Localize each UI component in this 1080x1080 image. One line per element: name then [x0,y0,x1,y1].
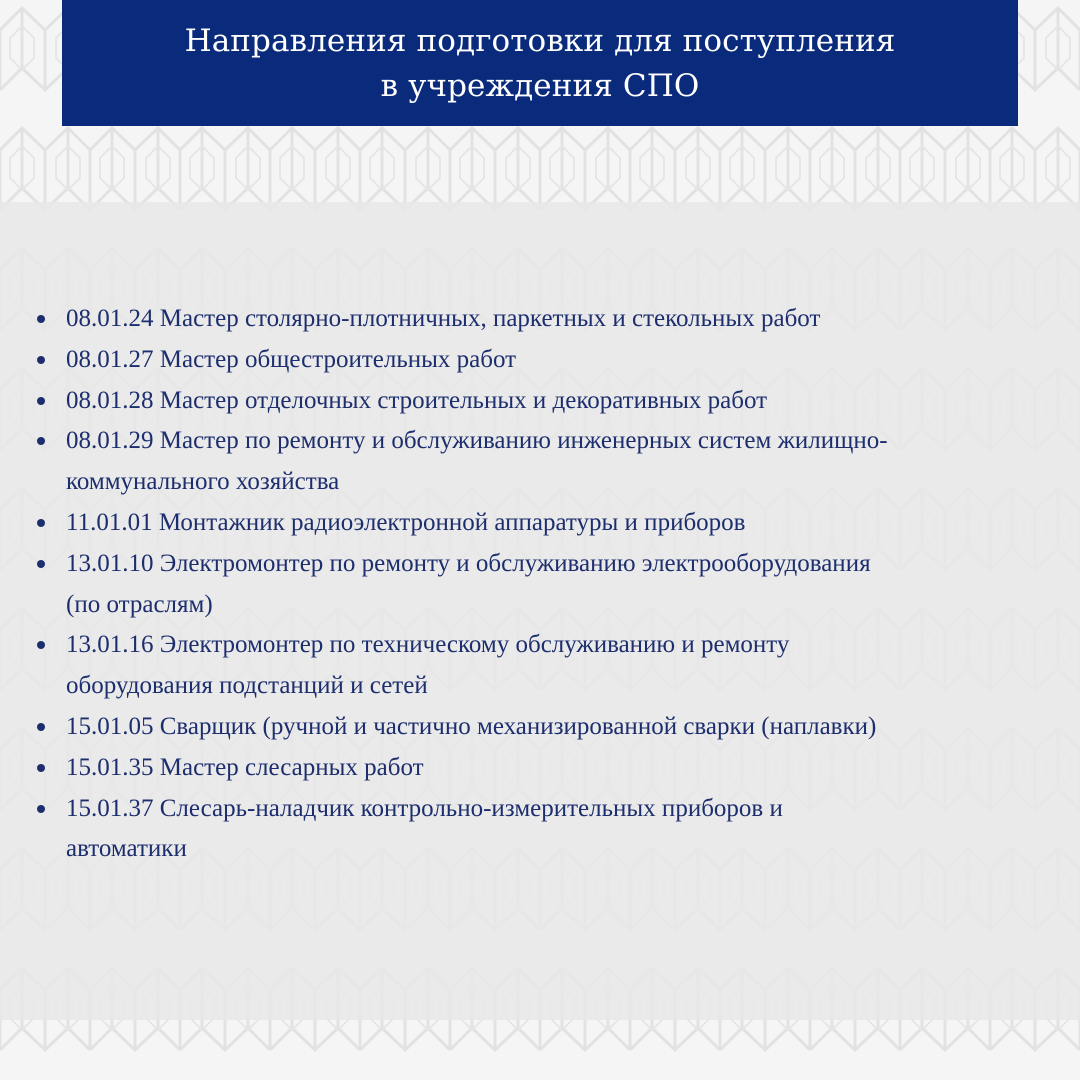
bullet-icon [37,764,45,772]
page-title-line-2: в учреждения СПО [380,68,700,104]
bullet-icon [37,397,45,405]
program-text-line: автоматики [66,835,187,863]
program-text-line: 08.01.29 Мастер по ремонту и обслуживанию инженерных систем жилищно- [66,427,888,455]
title-banner [62,0,1018,126]
program-list-item [0,625,1048,707]
program-list-item [0,381,1048,422]
program-text-line: 13.01.10 Электромонтер по ремонту и обслуживанию электрооборудования [66,549,871,577]
page-title-line-1: Направления подготовки для поступления [184,23,896,59]
program-text-line: 15.01.37 Слесарь-наладчик контрольно-измерительных приборов и [66,794,783,822]
program-list-item [0,544,1048,626]
program-list-item [0,748,1048,789]
bullet-icon [37,723,45,731]
program-list-item [0,503,1048,544]
program-list-item [0,421,1048,503]
program-list-item [0,340,1048,381]
bullet-icon [37,519,45,527]
program-text-line: 11.01.01 Монтажник радиоэлектронной аппаратуры и приборов [66,508,746,536]
bullet-icon [37,805,45,813]
program-text-line: 08.01.27 Мастер общестроительных работ [66,345,517,373]
program-list-item [0,789,1048,871]
program-text-line: (по отраслям) [66,590,213,618]
bullet-icon [37,437,45,445]
bullet-icon [37,560,45,568]
program-text-line: 08.01.28 Мастер отделочных строительных и декоративных работ [66,386,768,414]
program-text-line: коммунального хозяйства [66,468,340,496]
bullet-icon [37,356,45,364]
program-text-line: 13.01.16 Электромонтер по техническому обслуживанию и ремонту [66,631,790,659]
program-text-line: 15.01.05 Сварщик (ручной и частично механизированной сварки (наплавки) [66,712,877,740]
program-list-item [0,707,1048,748]
program-list [0,299,1048,870]
program-text-line: оборудования подстанций и сетей [66,672,428,700]
program-text-line: 08.01.24 Мастер столярно-плотничных, паркетных и стекольных работ [66,305,821,332]
program-list-item [0,299,1048,340]
bullet-icon [37,641,45,649]
bullet-icon [37,315,45,323]
program-text-line: 15.01.35 Мастер слесарных работ [66,753,424,781]
